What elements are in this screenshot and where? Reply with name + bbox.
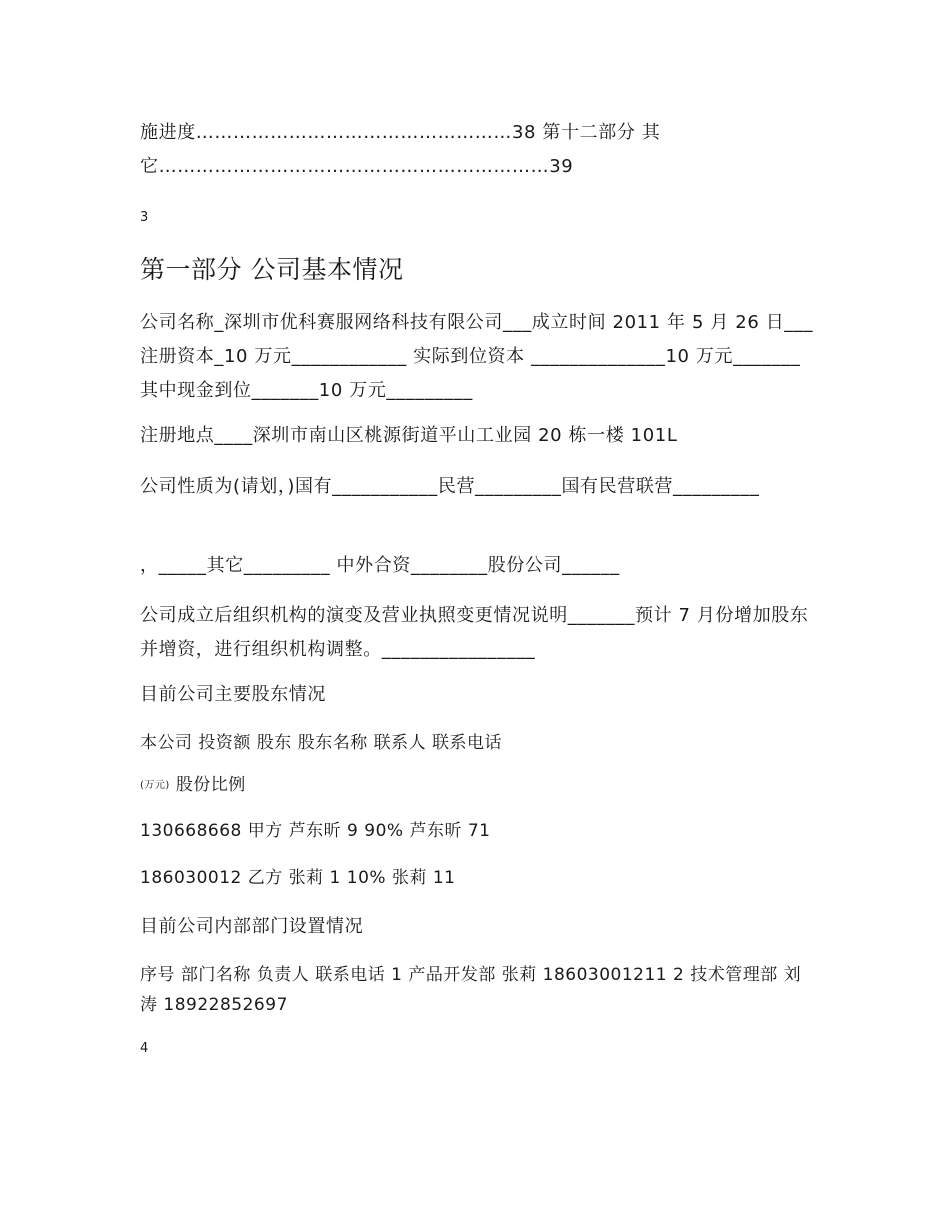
company-name-paragraph: 公司名称_深圳市优科赛服网络科技有限公司___成立时间 2011 年 5 月 26 日___ 注册资本_10 万元____________ 实际到位资本 ______________10 万元_______ 其中现金到位_______10 万元_________	[140, 312, 814, 401]
unit-label: (万元)	[140, 780, 170, 791]
registered-address: 注册地点____深圳市南山区桃源街道平山工业园 20 栋一楼 101L	[140, 425, 678, 446]
org-change-note: 公司成立后组织机构的演变及营业执照变更情况说明_______预计 7 月份增加股东并增资，进行组织机构调整。________________	[140, 605, 809, 660]
company-nature-continued: ，_____其它_________ 中外合资________股份公司______	[140, 555, 620, 576]
shareholders-table-header: 本公司 投资额 股东 股东名称 联系人 联系电话	[140, 733, 503, 753]
page-number: 4	[140, 1041, 149, 1056]
page-number: 3	[140, 210, 149, 225]
company-nature: 公司性质为(请划，)国有___________民营_________国有民营联营_________	[140, 476, 760, 497]
shareholder-row: 130668668 甲方 芦东昕 9 90% 芦东昕 71	[140, 821, 491, 841]
shareholders-table-header-2	[140, 770, 815, 801]
shareholder-row: 186030012 乙方 张莉 1 10% 张莉 11	[140, 868, 456, 888]
shareholders-heading: 目前公司主要股东情况	[140, 684, 326, 705]
section-title: 第一部分 公司基本情况	[140, 255, 404, 284]
share-ratio-label: 股份比例	[175, 775, 246, 795]
departments-list: 序号 部门名称 负责人 联系电话 1 产品开发部 张莉 18603001211 2 技术管理部 刘涛 18922852697	[140, 965, 802, 1015]
departments-heading: 目前公司内部部门设置情况	[140, 916, 364, 937]
toc-continuation: 施进度……………………………………………38 第十二部分 其它………………………………………………………39	[140, 122, 661, 177]
